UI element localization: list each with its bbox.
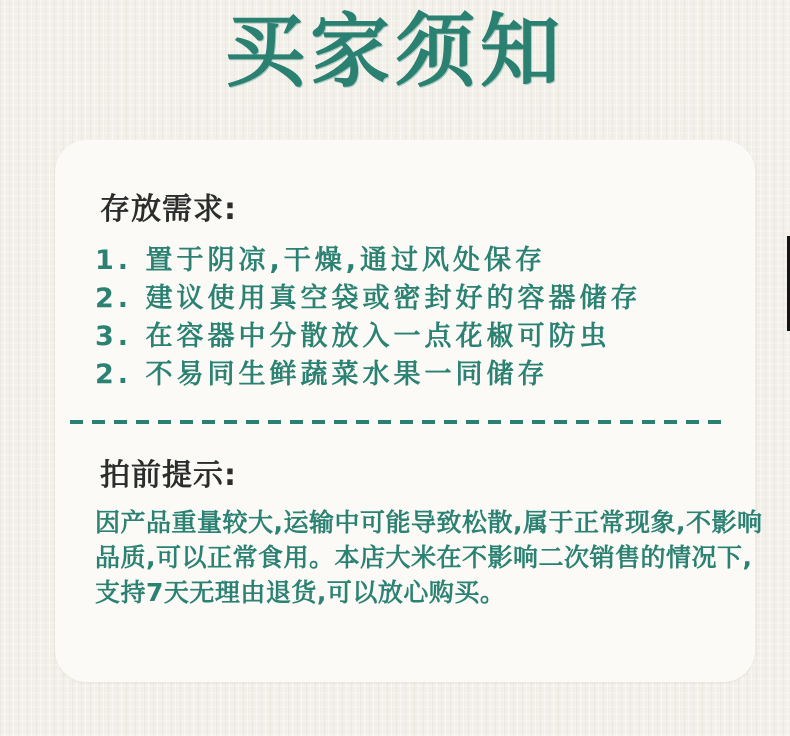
buyer-notice-card: [55, 140, 763, 682]
storage-list-item: 2. 建议使用真空袋或密封好的容器储存: [95, 283, 642, 314]
notice-line: 品质,可以正常食用。本店大米在不影响二次销售的情况下,: [95, 543, 753, 572]
pre-purchase-notice-body: [95, 505, 763, 610]
storage-list-item: 2. 不易同生鲜蔬菜水果一同储存: [95, 359, 549, 390]
notice-line: 支持7天无理由退货,可以放心购买。: [95, 578, 506, 607]
storage-requirements-heading: 存放需求:: [100, 192, 237, 227]
pre-purchase-notice-heading: 拍前提示:: [100, 458, 237, 493]
notice-line: 因产品重量较大,运输中可能导致松散,属于正常现象,不影响: [95, 508, 763, 537]
storage-requirements-list: [95, 242, 755, 394]
storage-list-item: 1. 置于阴凉,干燥,通过风处保存: [95, 245, 546, 276]
page-title: 买家须知: [225, 5, 565, 98]
storage-list-item: 3. 在容器中分散放入一点花椒可防虫: [95, 321, 611, 352]
dashed-divider: [70, 420, 730, 424]
